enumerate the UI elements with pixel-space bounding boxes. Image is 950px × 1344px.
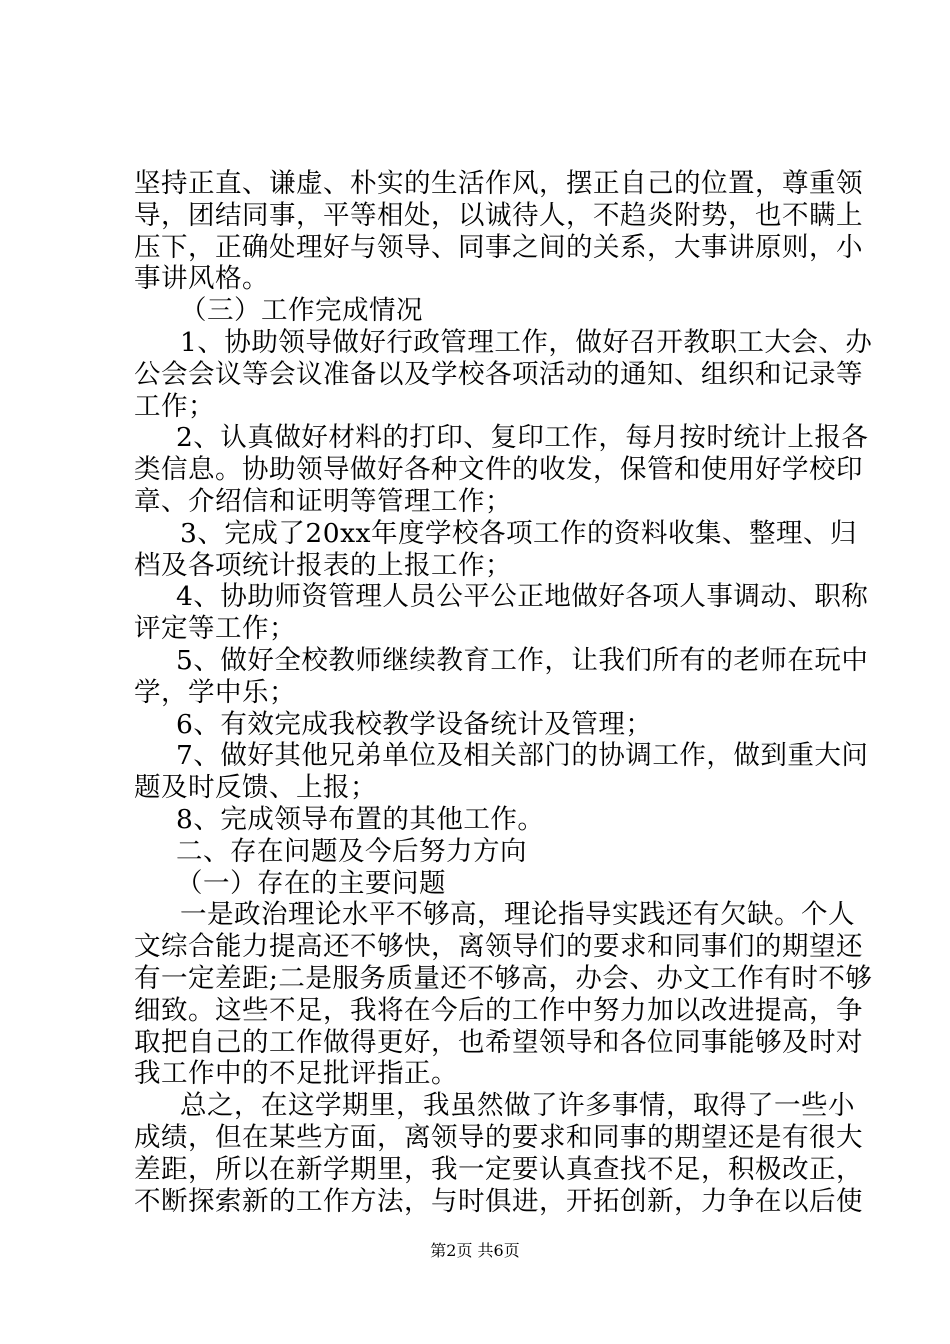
text-line: 成绩，但在某些方面，离领导的要求和同事的期望还是有很大 bbox=[134, 1122, 863, 1153]
list-item: 8、完成领导布置的其他工作。 bbox=[176, 804, 545, 835]
text-line: 题及时反馈、上报； bbox=[134, 772, 377, 804]
list-item: 7、做好其他兄弟单位及相关部门的协调工作，做到重大问 bbox=[176, 740, 869, 772]
text-line: 差距，所以在新学期里，我一定要认真查找不足，积极改正， bbox=[134, 1153, 863, 1185]
text-line: 评定等工作； bbox=[134, 613, 296, 645]
text-line: 总之，在这学期里，我虽然做了许多事情，取得了一些小 bbox=[180, 1090, 855, 1122]
text-line: 事讲风格。 bbox=[134, 263, 269, 295]
text-line: 学，学中乐； bbox=[134, 676, 296, 708]
text-line: 类信息。协助领导做好各种文件的收发，保管和使用好学校印 bbox=[134, 454, 863, 486]
text-line: 我工作中的不足批评指正。 bbox=[134, 1058, 458, 1090]
section-heading: 二、存在问题及今后努力方向 bbox=[176, 835, 527, 867]
list-item: 1、协助领导做好行政管理工作，做好召开教职工大会、办 bbox=[180, 327, 873, 358]
text-line: 有一定差距;二是服务质量还不够高，办会、办文工作有时不够 bbox=[134, 963, 873, 994]
text-line: 细致。这些不足，我将在今后的工作中努力加以改进提高，争 bbox=[134, 994, 863, 1026]
text-line: 文综合能力提高还不够快，离领导们的要求和同事们的期望还 bbox=[134, 931, 863, 963]
text-line: 一是政治理论水平不够高，理论指导实践还有欠缺。个人 bbox=[180, 899, 855, 931]
text-line: 取把自己的工作做得更好，也希望领导和各位同事能够及时对 bbox=[134, 1026, 863, 1058]
page-number: 第2页 共6页 bbox=[430, 1241, 520, 1260]
section-heading: （一）存在的主要问题 bbox=[176, 867, 446, 899]
list-item: 2、认真做好材料的打印、复印工作，每月按时统计上报各 bbox=[176, 422, 869, 454]
text-line: 不断探索新的工作方法，与时俱进，开拓创新，力争在以后使 bbox=[134, 1185, 863, 1217]
text-line: 工作； bbox=[134, 390, 215, 422]
list-item: 5、做好全校教师继续教育工作，让我们所有的老师在玩中 bbox=[176, 645, 869, 676]
text-line: 章、介绍信和证明等管理工作； bbox=[134, 486, 512, 517]
text-line: 导，团结同事，平等相处，以诚待人，不趋炎附势，也不瞒上 bbox=[134, 199, 863, 231]
list-item: 3、完成了20xx年度学校各项工作的资料收集、整理、归 bbox=[180, 517, 857, 549]
text-line: 公会会议等会议准备以及学校各项活动的通知、组织和记录等 bbox=[134, 358, 863, 390]
section-heading: （三）工作完成情况 bbox=[180, 295, 423, 327]
text-line: 坚持正直、谦虚、朴实的生活作风，摆正自己的位置，尊重领 bbox=[134, 168, 863, 199]
text-line: 档及各项统计报表的上报工作； bbox=[134, 549, 512, 581]
text-line: 压下，正确处理好与领导、同事之间的关系，大事讲原则，小 bbox=[134, 231, 863, 263]
list-item: 4、协助师资管理人员公平公正地做好各项人事调动、职称 bbox=[176, 581, 869, 613]
list-item: 6、有效完成我校教学设备统计及管理； bbox=[176, 708, 653, 740]
